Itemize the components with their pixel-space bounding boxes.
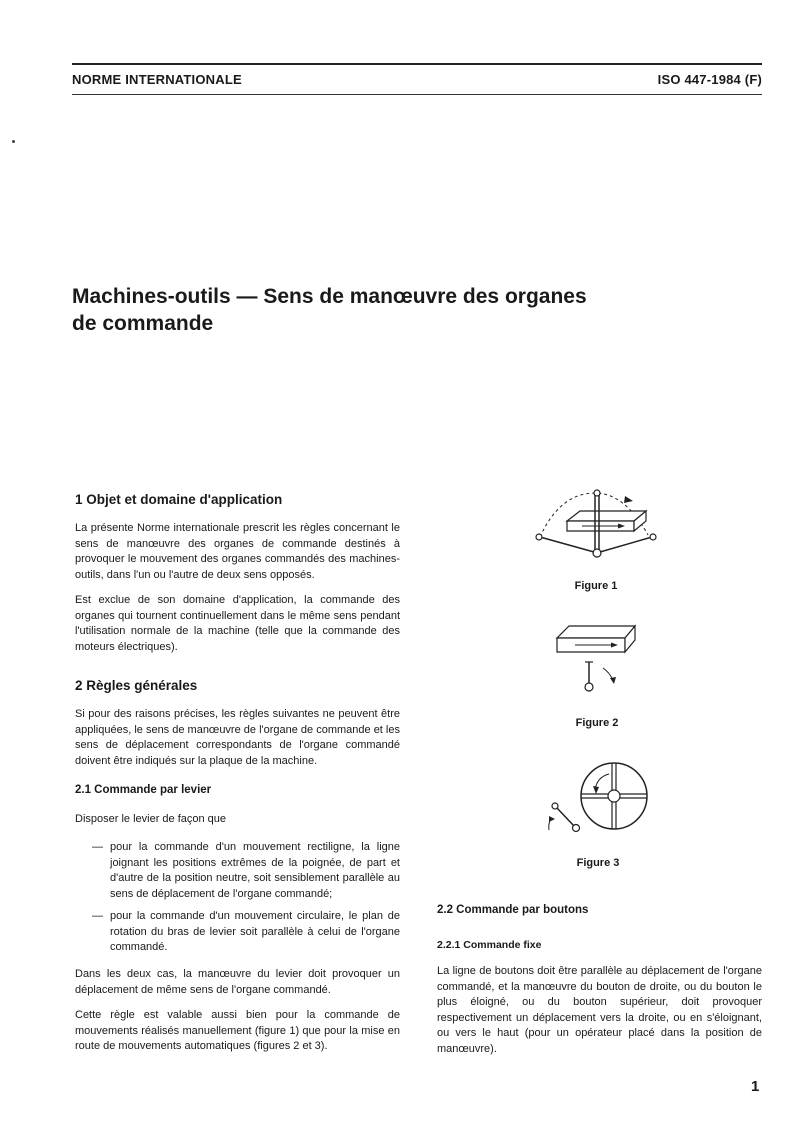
section21-paragraph3: Cette règle est valable aussi bien pour la commande de mouvements réalisés manuellement (figure 1) que pour la mise en route de mouvements automatiques (figures 2 et 3). bbox=[75, 1009, 400, 1052]
bullet-dash-2: — bbox=[92, 910, 103, 922]
section2-paragraph1: Si pour des raisons précises, les règles suivantes ne peuvent être appliquées, le sens de manœuvre de l'organe de commande et les sens de déplacement correspondants de l'organe commandé doivent être indiqués sur la plaque de la machine. bbox=[75, 708, 400, 767]
section1-heading: 1 Objet et domaine d'application bbox=[75, 492, 283, 507]
figure3-caption: Figure 3 bbox=[576, 857, 620, 869]
page-title bbox=[72, 283, 752, 337]
page-title-line1: Machines-outils — Sens de manœuvre des organes bbox=[72, 285, 587, 308]
figure1-caption: Figure 1 bbox=[574, 580, 618, 592]
bullet-item-2 bbox=[92, 909, 400, 956]
header-bottom-rule bbox=[72, 94, 762, 95]
section22-heading: 2.2 Commande par boutons bbox=[437, 904, 589, 916]
page-number: 1 bbox=[751, 1078, 760, 1095]
section2-heading: 2 Règles générales bbox=[75, 678, 198, 693]
figure1-lever-drawing bbox=[530, 485, 660, 560]
header-right: ISO 447-1984 (F) bbox=[657, 72, 762, 87]
bullet-text-1: pour la commande d'un mouvement rectiligne, la ligne joignant les positions extrêmes de la poignée, de part et d'autre de la position neutre, soit sensiblement parallèle au sens de déplacement de l'organe commandé; bbox=[110, 841, 400, 900]
bullet-text-2: pour la commande d'un mouvement circulaire, le plan de rotation du bras de levier soit parallèle à celui de l'organe commandé. bbox=[110, 910, 400, 953]
figure3-handwheel-drawing bbox=[543, 760, 653, 840]
bullet-dash-1: — bbox=[92, 841, 103, 853]
section21-intro: Disposer le levier de façon que bbox=[75, 813, 227, 825]
figure2-lever-drawing bbox=[555, 620, 645, 695]
section21-heading: 2.1 Commande par levier bbox=[75, 784, 212, 796]
margin-dot bbox=[12, 140, 15, 143]
section221-heading: 2.2.1 Commande fixe bbox=[437, 939, 542, 951]
header-top-rule bbox=[72, 63, 762, 65]
section1-paragraph2: Est exclue de son domaine d'application, la commande des organes qui tournent continuellement dans le même sens pendant l'utilisation normale de la machine (telle que la commande des moteurs électriques). bbox=[75, 594, 400, 653]
page-title-line2: de commande bbox=[72, 312, 214, 335]
figure2-caption: Figure 2 bbox=[575, 717, 619, 729]
section1-paragraph1: La présente Norme internationale prescrit les règles concernant le sens de manœuvre des organes de commande destinés à provoquer le mouvement des organes commandés des machines-outils, dans l'un ou l'autre de deux sens opposés. bbox=[75, 522, 400, 581]
bullet-item-1 bbox=[92, 840, 400, 902]
section21-paragraph2: Dans les deux cas, la manœuvre du levier doit provoquer un déplacement de même sens de l'organe commandé. bbox=[75, 968, 400, 996]
section221-paragraph1: La ligne de boutons doit être parallèle au déplacement de l'organe commandé, et la manœuvre du bouton de droite, ou du bouton le plus éloigné, ou du bouton supérieur, doit provoquer respectivement un déplacement vers la droite, ou en s'éloignant, ou vers le haut (pour un opérateur placé dans la position de manœuvre). bbox=[437, 965, 762, 1055]
header-left: NORME INTERNATIONALE bbox=[72, 72, 242, 87]
